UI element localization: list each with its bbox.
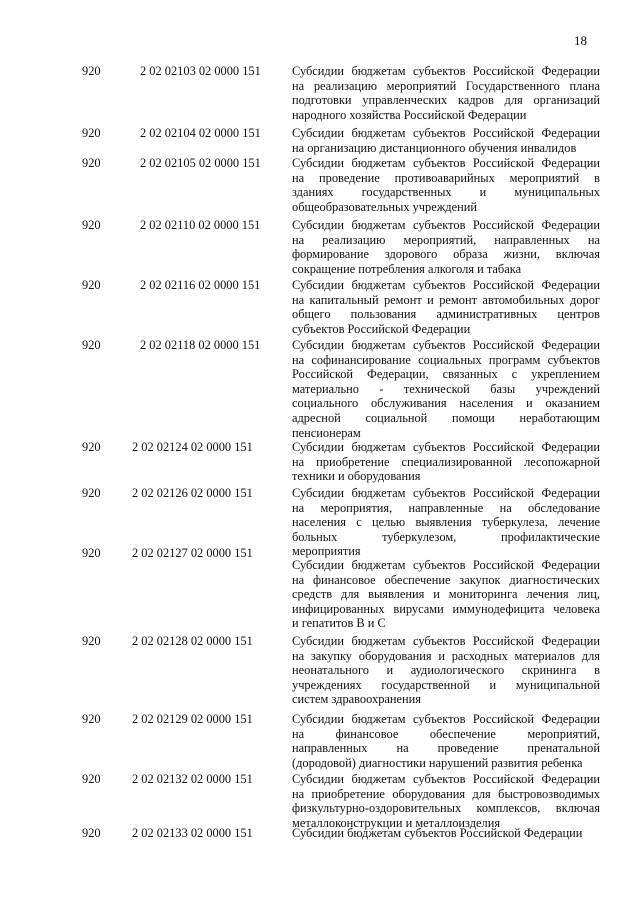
revenue-description [292, 558, 600, 631]
description-line: мероприятия [292, 544, 361, 559]
description-line: населения с целью выявления туберкулеза, лечение [292, 515, 600, 530]
revenue-description [292, 156, 600, 214]
description-line: Субсидии бюджетам субъектов Российской Федерации [292, 772, 600, 786]
budget-classification-code: 2 02 02133 02 0000 151 [132, 826, 253, 840]
description-line: подготовки управленческих кадров для организаций [292, 93, 600, 108]
admin-code: 920 [82, 546, 101, 560]
budget-classification-code: 2 02 02116 02 0000 151 [140, 278, 261, 292]
budget-classification-code: 2 02 02124 02 0000 151 [132, 440, 253, 454]
revenue-description [292, 440, 600, 484]
description-line: на капитальный ремонт и ремонт автомобильных дорог [292, 292, 600, 307]
revenue-description [292, 126, 600, 155]
description-line: сокращение потребления алкоголя и табака [292, 261, 522, 276]
description-line: общего пользования административных центров [292, 307, 600, 322]
description-line: на реализацию мероприятий, направленных на [292, 232, 600, 247]
budget-classification-code: 2 02 02127 02 0000 151 [132, 546, 253, 560]
budget-classification-code: 2 02 02129 02 0000 151 [132, 712, 253, 726]
description-line: Субсидии бюджетам субъектов Российской Федерации [292, 558, 600, 572]
description-line: средств для выявления и мониторинга лечения лиц, [292, 587, 600, 602]
admin-code: 920 [82, 156, 101, 170]
revenue-description [292, 634, 600, 707]
description-line: техники и оборудования [292, 469, 421, 484]
revenue-description [292, 64, 600, 122]
description-line: Субсидии бюджетам субъектов Российской Федерации [292, 218, 600, 232]
description-line: Субсидии бюджетам субъектов Российской Федерации [292, 64, 600, 78]
description-line: на приобретение оборудования для быстровозводимых [292, 786, 600, 801]
description-line: социального обслуживания населения и оказанием [292, 396, 600, 411]
admin-code: 920 [82, 64, 101, 78]
description-line: больных туберкулезом, профилактические [292, 529, 600, 544]
description-line: зданиях государственных и муниципальных [292, 185, 600, 200]
description-line: общеобразовательных учреждений [292, 199, 477, 214]
description-line: Субсидии бюджетам субъектов Российской Федерации [292, 338, 600, 352]
budget-classification-code: 2 02 02132 02 0000 151 [132, 772, 253, 786]
description-line: систем здравоохранения [292, 692, 421, 707]
revenue-description [292, 218, 600, 276]
description-line: Субсидии бюджетам субъектов Российской Федерации [292, 486, 600, 500]
description-line: Субсидии бюджетам субъектов Российской Федерации [292, 634, 600, 648]
revenue-description [292, 486, 600, 559]
admin-code: 920 [82, 826, 101, 840]
revenue-description [292, 826, 600, 841]
description-line: металлоконструкции и металлоизделия [292, 815, 501, 830]
description-line: направленных на проведение пренатальной [292, 741, 600, 756]
admin-code: 920 [82, 772, 101, 786]
description-line: на закупку оборудования и расходных материалов для [292, 648, 600, 663]
description-line: народного хозяйства Российской Федерации [292, 107, 527, 122]
description-line: инфицированных вирусами иммунодефицита человека [292, 601, 600, 616]
description-line: Субсидии бюджетам субъектов Российской Федерации [292, 278, 600, 292]
description-line: адресной социальной помощи неработающим [292, 410, 600, 425]
budget-classification-code: 2 02 02126 02 0000 151 [132, 486, 253, 500]
admin-code: 920 [82, 338, 101, 352]
description-line: Субсидии бюджетам субъектов Российской Федерации [292, 712, 600, 726]
description-line: и гепатитов В и С [292, 616, 386, 631]
description-line: на организацию дистанционного обучения инвалидов [292, 140, 577, 155]
description-line: неонатального и аудиологического скрининга в [292, 663, 600, 678]
admin-code: 920 [82, 218, 101, 232]
description-line: учреждениях государственной и муниципальной [292, 677, 600, 692]
description-line: материально - технической базы учреждений [292, 381, 600, 396]
budget-classification-code: 2 02 02128 02 0000 151 [132, 634, 253, 648]
description-line: Субсидии бюджетам субъектов Российской Федерации [292, 126, 600, 140]
description-line: на проведение противоаварийных мероприятий в [292, 170, 600, 185]
budget-classification-code: 2 02 02103 02 0000 151 [140, 64, 261, 78]
admin-code: 920 [82, 126, 101, 140]
description-line: на финансовое обеспечение закупок диагностических [292, 572, 600, 587]
budget-classification-code: 2 02 02105 02 0000 151 [140, 156, 261, 170]
budget-classification-code: 2 02 02118 02 0000 151 [140, 338, 261, 352]
description-line: Субсидии бюджетам субъектов Российской Федерации [292, 826, 583, 840]
revenue-description [292, 338, 600, 440]
revenue-description [292, 278, 600, 336]
admin-code: 920 [82, 440, 101, 454]
description-line: физкультурно-оздоровительных комплексов, включая [292, 801, 600, 816]
revenue-description [292, 712, 600, 770]
admin-code: 920 [82, 712, 101, 726]
description-line: Российской Федерации, связанных с укреплением [292, 367, 600, 382]
description-line: на финансовое обеспечение мероприятий, [292, 726, 600, 741]
page-number: 18 [574, 33, 587, 48]
budget-classification-code: 2 02 02110 02 0000 151 [140, 218, 261, 232]
description-line: на приобретение специализированной лесопожарной [292, 454, 600, 469]
description-line: пенсионерам [292, 425, 361, 440]
description-line: на софинансирование социальных программ субъектов [292, 352, 600, 367]
budget-classification-code: 2 02 02104 02 0000 151 [140, 126, 261, 140]
description-line: Субсидии бюджетам субъектов Российской Федерации [292, 440, 600, 454]
admin-code: 920 [82, 634, 101, 648]
description-line: (дородовой) диагностики нарушений развития ребенка [292, 755, 583, 770]
admin-code: 920 [82, 278, 101, 292]
description-line: на реализацию мероприятий Государственного плана [292, 78, 600, 93]
admin-code: 920 [82, 486, 101, 500]
revenue-description [292, 772, 600, 830]
description-line: формирование здорового образа жизни, включая [292, 247, 600, 262]
description-line: Субсидии бюджетам субъектов Российской Федерации [292, 156, 600, 170]
description-line: субъектов Российской Федерации [292, 321, 471, 336]
description-line: на мероприятия, направленные на обследование [292, 500, 600, 515]
